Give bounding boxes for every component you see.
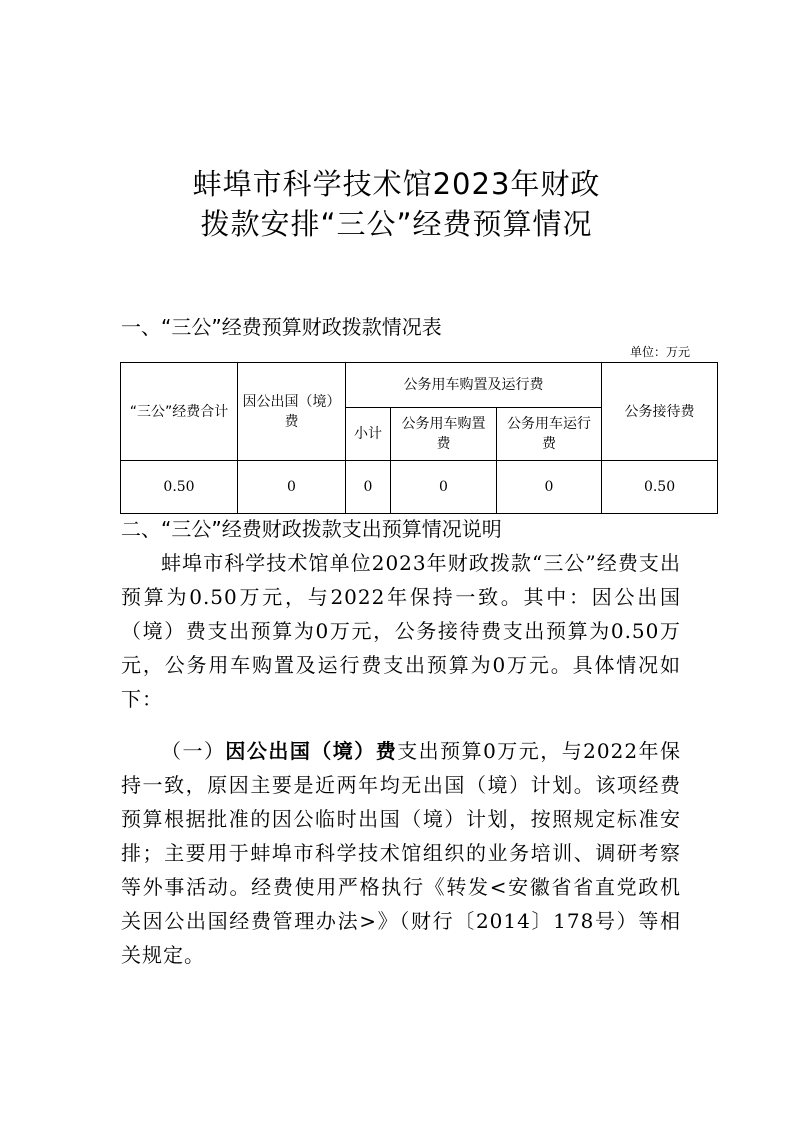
value-vehicle-purchase: 0: [391, 461, 497, 514]
budget-table: [120, 362, 718, 514]
header-subtotal: 小计: [346, 408, 391, 461]
header-reception: 公务接待费: [602, 363, 718, 461]
value-overseas: 0: [238, 461, 346, 514]
document-title-line1: 蚌埠市科学技术馆2023年财政: [192, 167, 601, 201]
header-vehicle-group: 公务用车购置及运行费: [346, 363, 602, 408]
header-vehicle-operation: 公务用车运行费: [497, 408, 602, 461]
section1-heading: 一、“三公”经费预算财政拨款情况表: [121, 315, 442, 339]
paragraph-overseas-bold: 因公出国（境）费: [225, 739, 398, 763]
paragraph-summary-text: 蚌埠市科学技术馆单位2023年财政拨款“三公”经费支出预算为0.50万元，与2022年保持一致。其中：因公出国（境）费支出预算为0万元，公务接待费支出预算为0.50万元，公务用车购置及运行费支出预算为0万元。具体情况如下：: [121, 551, 681, 711]
paragraph-summary: [121, 546, 681, 716]
header-vehicle-purchase: 公务用车购置费: [391, 408, 497, 461]
document-title-line2: 拨款安排“三公”经费预算情况: [200, 207, 593, 241]
table-row: [121, 461, 718, 514]
value-subtotal: 0: [346, 461, 391, 514]
paragraph-overseas-rest: 支出预算0万元，与2022年保持一致，原因主要是近两年均无出国（境）计划。该项经费预算根据批准的因公临时出国（境）计划，按照规定标准安排；主要用于蚌埠市科学技术馆组织的业务培训、调研考察等外事活动。经费使用严格执行《转发<安徽省省直党政机关因公出国经费管理办法>》（财行〔2014〕178号）等相关规定。: [121, 739, 682, 967]
table-header-row: [121, 363, 718, 408]
section2-heading: 二、“三公”经费财政拨款支出预算情况说明: [121, 517, 502, 541]
paragraph-overseas-prefix: （一）: [161, 739, 226, 763]
paragraph-overseas: [121, 734, 681, 972]
value-total: 0.50: [121, 461, 238, 514]
value-reception: 0.50: [602, 461, 718, 514]
header-overseas: 因公出国（境）费: [238, 363, 346, 461]
paragraph-overseas-text: [121, 734, 681, 972]
value-vehicle-operation: 0: [497, 461, 602, 514]
unit-label: 单位：万元: [629, 345, 690, 359]
header-total: “三公”经费合计: [121, 363, 238, 461]
